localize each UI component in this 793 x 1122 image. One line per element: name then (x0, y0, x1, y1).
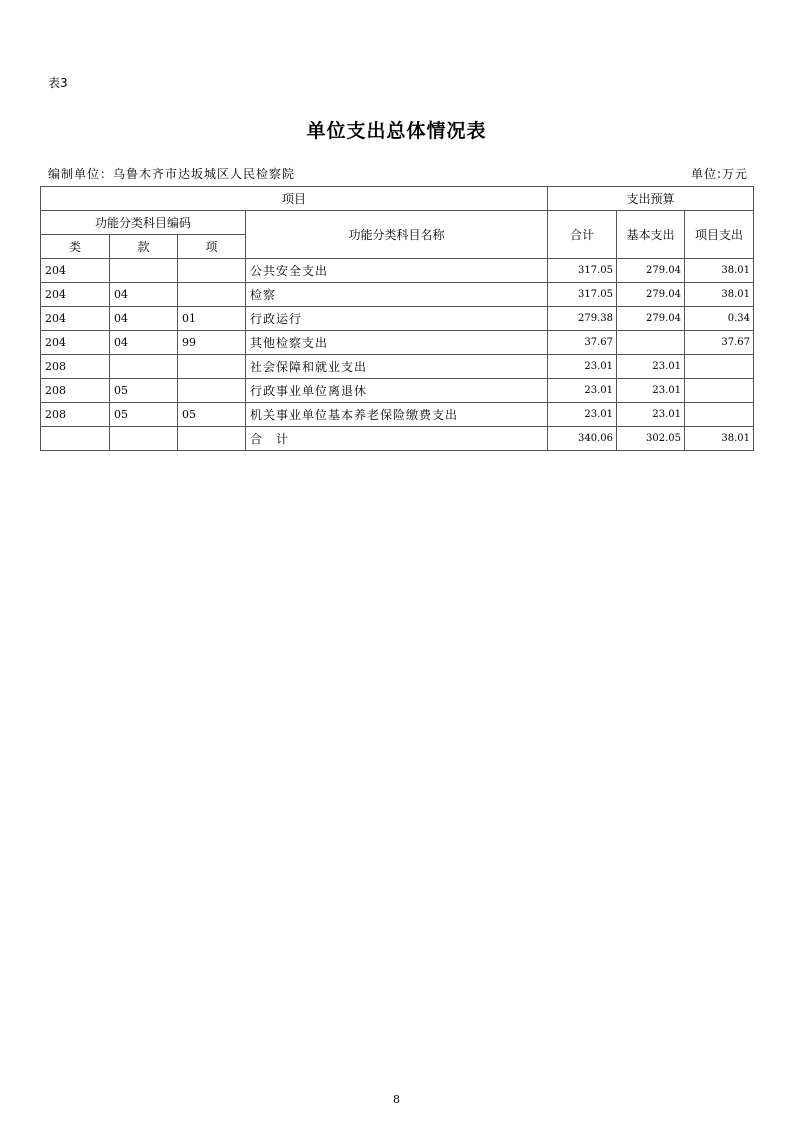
table-header (41, 187, 754, 259)
cell-basic: 302.05 (617, 427, 685, 451)
cell-basic: 23.01 (617, 379, 685, 403)
cell-class (41, 427, 110, 451)
compiling-unit-prefix: 编制单位： (48, 167, 114, 181)
cell-item: 01 (178, 307, 246, 331)
cell-class: 204 (41, 307, 110, 331)
header-total: 合计 (548, 211, 617, 259)
cell-total: 23.01 (548, 379, 617, 403)
cell-total: 279.38 (548, 307, 617, 331)
cell-section: 05 (110, 379, 178, 403)
cell-item (178, 427, 246, 451)
table-label: 表3 (48, 76, 68, 90)
header-class: 类 (41, 235, 110, 259)
cell-name: 机关事业单位基本养老保险缴费支出 (246, 403, 548, 427)
expenditure-table (40, 186, 754, 451)
cell-section: 04 (110, 283, 178, 307)
cell-project: 38.01 (685, 283, 754, 307)
header-basic: 基本支出 (617, 211, 685, 259)
table-row (41, 283, 754, 307)
cell-total: 317.05 (548, 283, 617, 307)
cell-name: 其他检察支出 (246, 331, 548, 355)
cell-item (178, 379, 246, 403)
table-row (41, 355, 754, 379)
cell-section: 04 (110, 307, 178, 331)
header-project: 项目 (41, 187, 548, 211)
cell-item (178, 283, 246, 307)
total-row (41, 427, 754, 451)
cell-basic: 279.04 (617, 307, 685, 331)
compiling-unit-name: 乌鲁木齐市达坂城区人民检察院 (113, 167, 296, 181)
cell-name: 行政运行 (246, 307, 548, 331)
cell-basic: 279.04 (617, 259, 685, 283)
cell-total: 340.06 (548, 427, 617, 451)
cell-name: 合 计 (246, 427, 548, 451)
cell-project: 37.67 (685, 331, 754, 355)
header-expenditure-budget: 支出预算 (548, 187, 754, 211)
cell-project: 38.01 (685, 259, 754, 283)
cell-class: 204 (41, 259, 110, 283)
page-title: 单位支出总体情况表 (306, 120, 487, 142)
cell-name: 公共安全支出 (246, 259, 548, 283)
cell-basic (617, 331, 685, 355)
cell-name: 行政事业单位离退休 (246, 379, 548, 403)
cell-project: 0.34 (685, 307, 754, 331)
cell-total: 23.01 (548, 355, 617, 379)
header-section: 款 (110, 235, 178, 259)
cell-item (178, 355, 246, 379)
cell-basic: 279.04 (617, 283, 685, 307)
cell-total: 37.67 (548, 331, 617, 355)
table-body (41, 259, 754, 451)
currency-unit: 单位:万元 (690, 167, 748, 181)
cell-total: 23.01 (548, 403, 617, 427)
cell-name: 社会保障和就业支出 (246, 355, 548, 379)
compiling-unit (48, 165, 295, 182)
cell-basic: 23.01 (617, 403, 685, 427)
header-function-code: 功能分类科目编码 (41, 211, 246, 235)
cell-class: 208 (41, 355, 110, 379)
cell-section (110, 355, 178, 379)
table-row (41, 379, 754, 403)
cell-section (110, 427, 178, 451)
table-row (41, 259, 754, 283)
cell-total: 317.05 (548, 259, 617, 283)
header-project-expense: 项目支出 (685, 211, 754, 259)
table-row (41, 403, 754, 427)
cell-class: 208 (41, 403, 110, 427)
cell-item: 99 (178, 331, 246, 355)
cell-section: 04 (110, 331, 178, 355)
page-number: 8 (393, 1093, 400, 1106)
cell-section: 05 (110, 403, 178, 427)
cell-class: 204 (41, 331, 110, 355)
table-row (41, 331, 754, 355)
cell-section (110, 259, 178, 283)
cell-project (685, 403, 754, 427)
table-row (41, 307, 754, 331)
header-function-name: 功能分类科目名称 (246, 211, 548, 259)
cell-project (685, 379, 754, 403)
cell-item (178, 259, 246, 283)
cell-basic: 23.01 (617, 355, 685, 379)
cell-class: 208 (41, 379, 110, 403)
header-item: 项 (178, 235, 246, 259)
cell-class: 204 (41, 283, 110, 307)
cell-project: 38.01 (685, 427, 754, 451)
cell-item: 05 (178, 403, 246, 427)
cell-name: 检察 (246, 283, 548, 307)
cell-project (685, 355, 754, 379)
